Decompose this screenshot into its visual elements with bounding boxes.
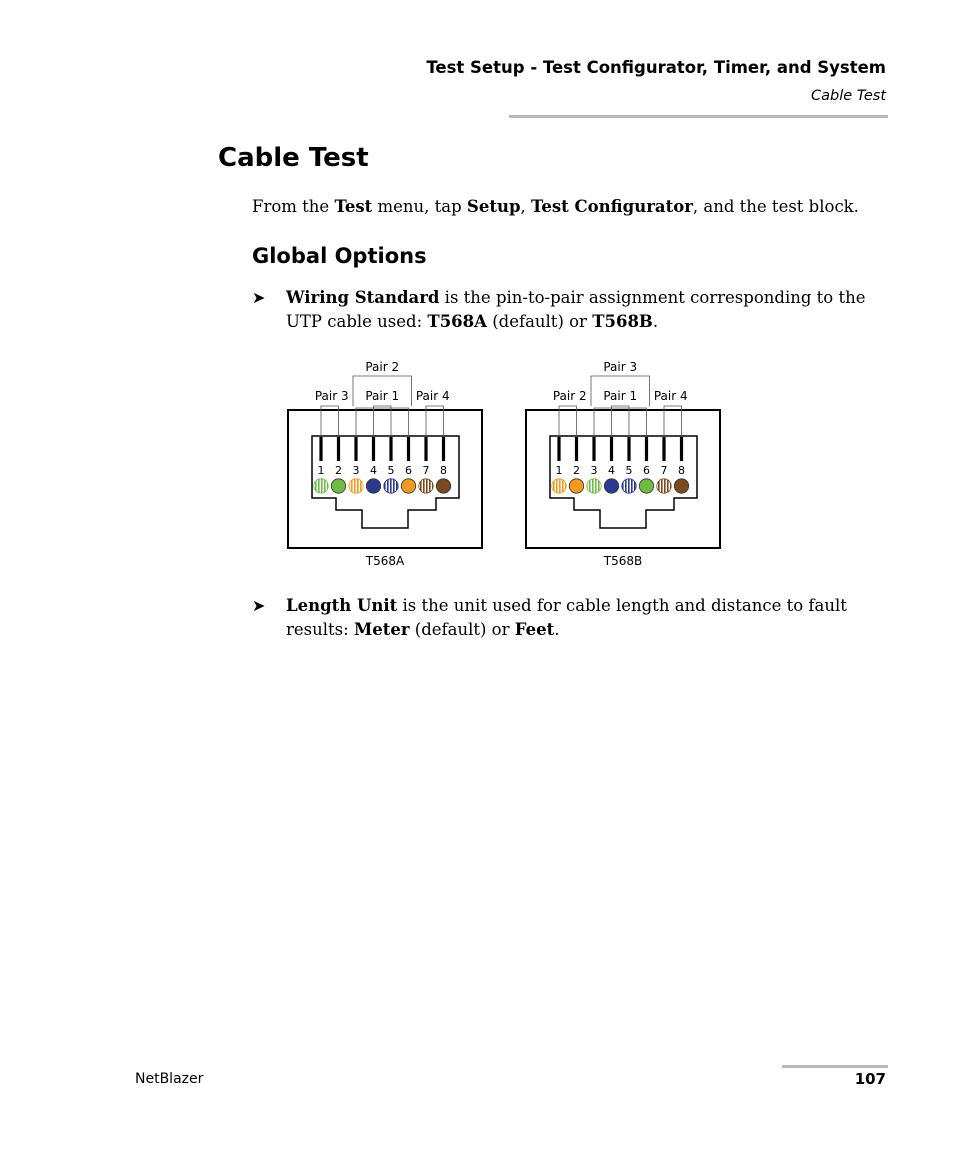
menu-name-test-configurator: Test Configurator [531, 197, 693, 216]
pin-contact [354, 437, 357, 461]
wire-color-dot [622, 479, 636, 493]
bullet-body: . [652, 312, 659, 331]
top-pair-bracket [356, 408, 409, 436]
pin-contact [319, 437, 322, 461]
wire-color-dot [419, 479, 433, 493]
bullet-arrow-icon: ➤ [252, 596, 266, 615]
wire-color-dot [587, 479, 601, 493]
bullet-text [286, 286, 866, 334]
pin-number: 7 [422, 464, 430, 477]
pin-contact [557, 437, 560, 461]
bullet-body: (default) or [486, 312, 593, 331]
pin-contact [645, 437, 648, 461]
intro-paragraph [252, 195, 859, 219]
connector-t568b [526, 360, 720, 568]
pin-contact [627, 437, 630, 461]
section-title: Global Options [252, 244, 427, 268]
wire-color-dot [331, 479, 345, 493]
pin-number: 4 [370, 464, 377, 477]
menu-name-setup: Setup [466, 197, 521, 216]
option-feet: Feet [514, 620, 555, 639]
pin-number: 4 [608, 464, 615, 477]
pair-label-left: Pair 2 [552, 389, 587, 403]
header-rule [509, 115, 888, 118]
pin-contact [575, 437, 578, 461]
wire-color-dot [639, 479, 653, 493]
pair-label-middle: Pair 1 [603, 389, 638, 403]
pair-label-top: Pair 3 [603, 360, 638, 374]
menu-name-test: Test [334, 197, 373, 216]
footer-product-name: NetBlazer [135, 1071, 204, 1087]
pin-contact [610, 437, 613, 461]
pin-number: 2 [335, 464, 342, 477]
wire-color-dot [604, 479, 618, 493]
pin-contact [337, 437, 340, 461]
pin-number: 5 [387, 464, 395, 477]
running-header-title: Test Setup - Test Configurator, Timer, and System [426, 58, 886, 77]
pin-number: 1 [555, 464, 563, 477]
bullet-body: is the unit used for cable length and distance to fault results: [286, 596, 847, 639]
pin-number: 6 [405, 464, 412, 477]
bullet-text [286, 594, 866, 642]
wire-color-dot [436, 479, 450, 493]
pin-number: 8 [440, 464, 447, 477]
pin-number: 5 [625, 464, 633, 477]
page-title: Cable Test [218, 143, 369, 173]
pin-contact [424, 437, 427, 461]
footer-rule [782, 1065, 888, 1068]
bullet-term: Wiring Standard [286, 288, 440, 307]
pair-label-right: Pair 4 [653, 389, 688, 403]
wire-color-dot [569, 479, 583, 493]
option-t568a: T568A [427, 312, 487, 331]
wire-color-dot [657, 479, 671, 493]
wire-color-dot [349, 479, 363, 493]
pin-contact [680, 437, 683, 461]
pair-label-left: Pair 3 [314, 389, 349, 403]
pin-number: 3 [352, 464, 360, 477]
pair-label-right: Pair 4 [415, 389, 450, 403]
wire-color-dot [314, 479, 328, 493]
pin-number: 7 [660, 464, 668, 477]
intro-text: From the [252, 197, 335, 216]
pin-contact [592, 437, 595, 461]
pin-contact [407, 437, 410, 461]
pair-label-top: Pair 2 [365, 360, 400, 374]
wire-color-dot [384, 479, 398, 493]
bullet-arrow-icon: ➤ [252, 288, 266, 307]
pin-number: 1 [317, 464, 325, 477]
intro-text: , [520, 197, 531, 216]
bullet-body: . [554, 620, 560, 639]
pin-number: 6 [643, 464, 650, 477]
standard-label: T568A [365, 554, 405, 568]
wiring-diagram-figure [280, 350, 730, 575]
pin-contact [389, 437, 392, 461]
intro-text: menu, tap [372, 197, 467, 216]
bullet-body: (default) or [409, 620, 515, 639]
option-t568b: T568B [592, 312, 653, 331]
wire-color-dot [552, 479, 566, 493]
page-number: 107 [854, 1070, 886, 1088]
option-meter: Meter [353, 620, 410, 639]
bullet-term: Length Unit [286, 596, 398, 615]
wire-color-dot [401, 479, 415, 493]
pin-contact [662, 437, 665, 461]
pin-number: 2 [573, 464, 580, 477]
connector-t568a [288, 360, 482, 568]
top-pair-bracket [594, 408, 647, 436]
pair-label-middle: Pair 1 [365, 389, 400, 403]
pin-number: 8 [678, 464, 685, 477]
pin-contact [372, 437, 375, 461]
pin-number: 3 [590, 464, 598, 477]
standard-label: T568B [603, 554, 643, 568]
running-header-subtitle: Cable Test [811, 88, 886, 104]
wire-color-dot [366, 479, 380, 493]
bullet-body: is the pin-to-pair assignment corresponding to the UTP cable used: [286, 288, 866, 331]
pin-contact [442, 437, 445, 461]
wire-color-dot [674, 479, 688, 493]
intro-text: , and the test block. [692, 197, 859, 216]
